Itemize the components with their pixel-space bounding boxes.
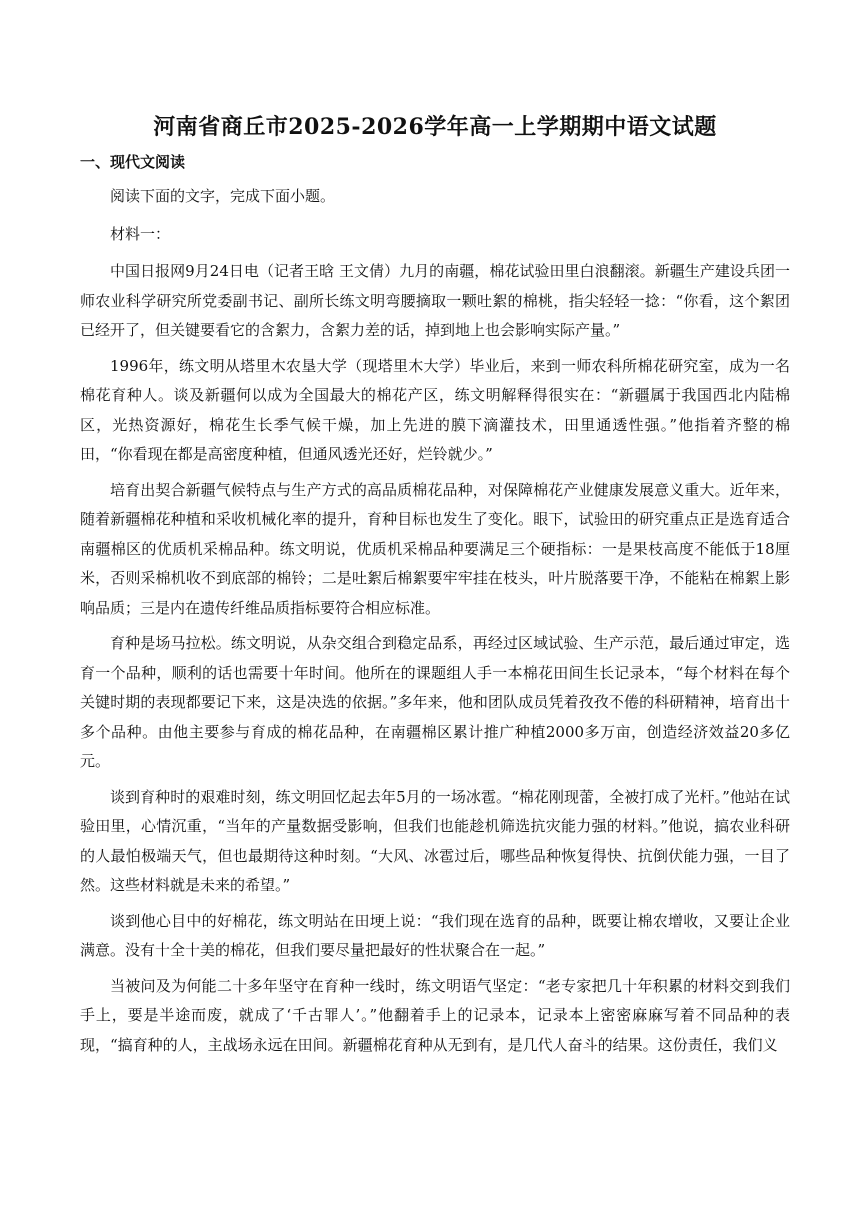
paragraph: 培育出契合新疆气候特点与生产方式的高品质棉花品种，对保障棉花产业健康发展意义重大。近年来，随着新疆棉花种植和采收机械化率的提升，育种目标也发生了变化。眼下，试验田的研究重点正是选育适合南疆棉区的优质机采棉品种。练文明说，优质机采棉品种要满足三个硬指标：一是果枝高度不能低于18厘米，否则采棉机收不到底部的棉铃；二是吐絮后棉絮要牢牢挂在枝头，叶片脱落要干净，不能粘在棉絮上影响品质；三是内在遗传纤维品质指标要符合相应标准。 <box>80 480 790 617</box>
paragraph: 谈到他心目中的好棉花，练文明站在田埂上说：“我们现在选育的品种，既要让棉农增收，又要让企业满意。没有十全十美的棉花，但我们要尽量把最好的性状聚合在一起。” <box>80 911 790 959</box>
paragraph: 育种是场马拉松。练文明说，从杂交组合到稳定品系，再经过区域试验、生产示范，最后通过审定，选育一个品种，顺利的话也需要十年时间。他所在的课题组人手一本棉花田间生长记录本，“每个材料在每个关键时期的表现都要记下来，这是决选的依据。”多年来，他和团队成员凭着孜孜不倦的科研精神，培育出十多个品种。由他主要参与育成的棉花品种，在南疆棉区累计推广种植2000多万亩，创造经济效益20多亿元。 <box>80 634 790 770</box>
paragraph: 1996年，练文明从塔里木农垦大学（现塔里木大学）毕业后，来到一师农科所棉花研究室，成为一名棉花育种人。谈及新疆何以成为全国最大的棉花产区，练文明解释得很实在：“新疆属于我国西北内陆棉区，光热资源好，棉花生长季气候干燥，加上先进的膜下滴灌技术，田里通透性强。”他指着齐整的棉田，“你看现在都是高密度种植，但通风透光还好，烂铃就少。” <box>80 356 790 463</box>
paragraph: 谈到育种时的艰难时刻，练文明回忆起去年5月的一场冰雹。“棉花刚现蕾，全被打成了光杆。”他站在试验田里，心情沉重，“当年的产量数据受影响，但我们也能趁机筛选抗灾能力强的材料。”他说，搞农业科研的人最怕极端天气，但也最期待这种时刻。“大风、冰雹过后，哪些品种恢复得快、抗倒伏能力强，一目了然。这些材料就是未来的希望。” <box>80 787 790 894</box>
page-title: 河南省商丘市2025-2026学年高一上学期期中语文试题 <box>153 114 717 140</box>
section-heading: 一、现代文阅读 <box>80 153 186 171</box>
paragraph: 当被问及为何能二十多年坚守在育种一线时，练文明语气坚定：“老专家把几十年积累的材料交到我们手上，要是半途而废，就成了‘千古罪人’。”他翻着手上的记录本，记录本上密密麻麻写着不同品种的表现，“搞育种的人，主战场永远在田间。新疆棉花育种从无到有，是几代人奋斗的结果。这份责任，我们义 <box>80 976 790 1054</box>
paragraph: 中国日报网9月24日电（记者王晗 王文倩）九月的南疆，棉花试验田里白浪翻滚。新疆生产建设兵团一师农业科学研究所党委副书记、副所长练文明弯腰摘取一颗吐絮的棉桃，指尖轻轻一捻：“你看，这个絮团已经开了，但关键要看它的含絮力，含絮力差的话，掉到地上也会影响实际产量。” <box>80 262 790 339</box>
material-label: 材料一： <box>110 224 171 243</box>
instruction-text: 阅读下面的文字，完成下面小题。 <box>110 187 336 205</box>
